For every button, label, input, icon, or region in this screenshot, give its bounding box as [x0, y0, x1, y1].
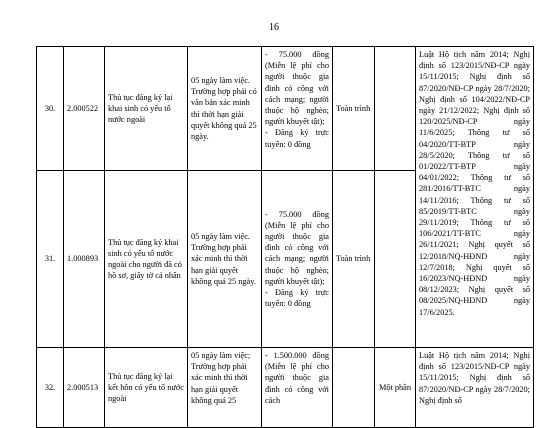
legal-basis: Luật Hộ tịch năm 2014; Nghị định số 123/2015/NĐ-CP ngày 15/11/2015; Nghị định số 87/2020/NĐ-CP ngày 28/7/2020; Nghị định số	[416, 348, 534, 428]
fee-line: - 75.000 đồng (Miễn lệ phí cho người thuộc gia đình có công với cách mạng; người thuộc hộ nghèo; người khuyết tật);	[265, 50, 329, 127]
procedure-code: 2.000522	[64, 47, 105, 171]
processing-time: 05 ngày làm việc. Trường hợp phải có văn bản xác minh thì thời hạn giải quyết không quá 25 ngày.	[188, 47, 262, 171]
legal-basis: Luật Hộ tịch năm 2014; Nghị định số 123/2015/NĐ-CP ngày 15/11/2015; Nghị định số 87/2020/NĐ-CP ngày 28/7/2020; Nghị định số 104/2022/NĐ-CP ngày 21/12/2022; Nghị định số 120/2025/NĐ-CP ngày 11/6/2025; Thông tư số 04/2020/TT-BTP ngày 28/5/2020; Thông tư số 01/2022/TT-BTP ngày 04/01/2022; Thông tư số 281/2016/TT-BTC ngày 14/11/2016; Thông tư số 85/2019/TT-BTC ngày 29/11/2019; Thông tư số 106/2021/TT-BTC ngày 26/11/2021; Nghị quyết số 12/2018/NQ-HĐND ngày 12/7/2018; Nghị quyết số 16/2023/NQ-HĐND ngày 08/12/2023; Nghị quyết số 08/2025/NQ-HĐND ngày 17/6/2025.	[416, 47, 534, 348]
empty-cell	[333, 348, 375, 428]
procedure-code: 1.000893	[64, 171, 105, 348]
processing-time: 05 ngày làm việc; Trường hợp phải xác minh thì thời hạn giải quyết không quá 25	[188, 348, 262, 428]
implementation-level: Một phần	[375, 348, 416, 428]
procedure-name: Thủ tục đăng ký lại kết hôn có yếu tố nước ngoài	[105, 348, 188, 428]
implementation-level: Toàn trình	[333, 47, 375, 171]
row-stt: 30.	[37, 47, 64, 171]
table-row-32	[37, 348, 534, 428]
table-row-30	[37, 47, 534, 171]
procedure-code: 2.000513	[64, 348, 105, 428]
fee-cell	[262, 171, 333, 348]
empty-cell	[375, 47, 416, 171]
page-number: 16	[269, 22, 279, 33]
procedure-table	[36, 46, 534, 428]
fee-cell	[262, 47, 333, 171]
procedure-name: Thủ tục đăng ký khai sinh có yếu tố nước ngoài cho người đã có hồ sơ, giấy tờ cá nhân	[105, 171, 188, 348]
fee-line-online: - Đăng ký trực tuyến: 0 đồng	[265, 288, 329, 309]
implementation-level: Toàn trình	[333, 171, 375, 348]
processing-time: 05 ngày làm việc. Trường hợp phải xác minh thì thời hạn giải quyết không quá 25 ngày.	[188, 171, 262, 348]
fee-line: - 1.500.000 đồng (Miễn lệ phí cho người thuộc gia đình có công với cách	[265, 351, 329, 405]
empty-cell	[375, 171, 416, 348]
procedure-name: Thủ tục đăng ký lại khai sinh có yếu tố nước ngoài	[105, 47, 188, 171]
row-stt: 31.	[37, 171, 64, 348]
fee-cell	[262, 348, 333, 428]
row-stt: 32.	[37, 348, 64, 428]
fee-line: - 75.000 đồng (Miễn lệ phí cho người thuộc gia đình có công với cách mạng; người thuộc hộ nghèo; người khuyết tật);	[265, 209, 329, 286]
fee-line-online: - Đăng ký trực tuyến: 0 đồng	[265, 128, 329, 149]
